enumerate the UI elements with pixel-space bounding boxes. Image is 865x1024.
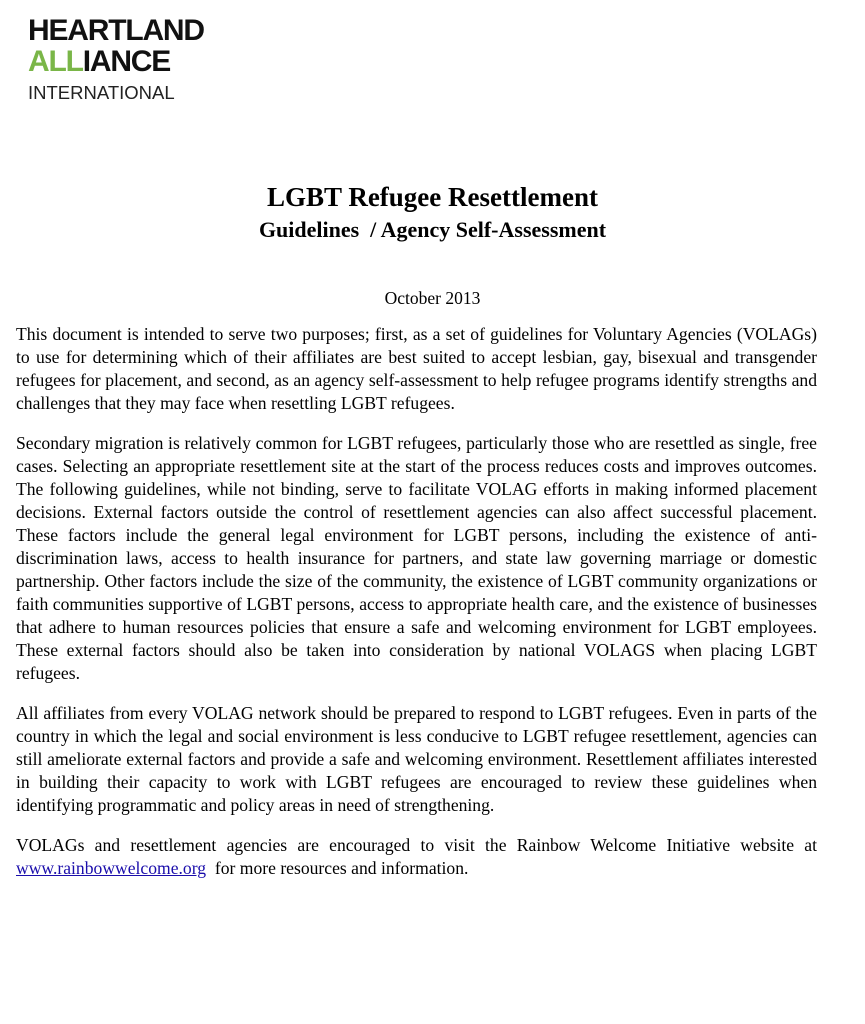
- logo-line-heartland: HEARTLAND: [28, 14, 204, 47]
- document-body: [16, 323, 817, 897]
- logo-line-alliance: [28, 47, 204, 77]
- document-title: LGBT Refugee Resettlement: [267, 182, 598, 212]
- rainbow-welcome-link[interactable]: www.rainbowwelcome.org: [16, 858, 207, 878]
- heartland-alliance-logo: [28, 16, 204, 103]
- document-subtitle: Guidelines / Agency Self-Assessment: [258, 217, 607, 242]
- paragraph-resources-text-before: VOLAGs and resettlement agencies are encouraged to visit the Rainbow Welcome Initiative website at: [16, 835, 817, 855]
- logo-alliance-green-part: ALL: [28, 45, 83, 78]
- paragraph-secondary-migration: Secondary migration is relatively common for LGBT refugees, particularly those who are resettled as single, free cases. Selecting an appropriate resettlement site at the start of the process reduces costs and improves outcomes. The following guidelines, while not binding, serve to facilitate VOLAG efforts in making informed placement decisions. External factors outside the control of resettlement agencies can also affect successful placement. These factors include the general legal environment for LGBT persons, including the existence of anti-discrimination laws, access to health insurance for partners, and state law governing marriage or domestic partnership. Other factors include the size of the community, the existence of LGBT community organizations or faith communities supportive of LGBT persons, access to appropriate health care, and the existence of businesses that adhere to human resources policies that ensure a safe and welcoming environment for LGBT employees. These external factors should also be taken into consideration by national VOLAGS when placing LGBT refugees.: [16, 433, 817, 683]
- paragraph-resources-text-after: for more resources and information.: [206, 858, 469, 878]
- paragraph-purpose: This document is intended to serve two purposes; first, as a set of guidelines for Voluntary Agencies (VOLAGs) to use for determining which of their affiliates are best suited to accept lesbian, gay, bisexual and transgender refugees for placement, and second, as an agency self-assessment to help refugee programs identify strengths and challenges that they may face when resettling LGBT refugees.: [16, 324, 817, 413]
- paragraph-resources: [16, 834, 817, 880]
- logo-alliance-dark-part: IANCE: [82, 45, 171, 78]
- logo-line-international: INTERNATIONAL: [28, 82, 175, 103]
- paragraph-affiliates: All affiliates from every VOLAG network should be prepared to respond to LGBT refugees. Even in parts of the country in which the legal and social environment is less conducive to LGBT refugee resettlement, agencies can still ameliorate external factors and provide a safe and welcoming environment. Resettlement affiliates interested in building their capacity to work with LGBT refugees are encouraged to review these guidelines when identifying programmatic and policy areas in need of strengthening.: [16, 703, 817, 815]
- document-date: October 2013: [384, 288, 481, 308]
